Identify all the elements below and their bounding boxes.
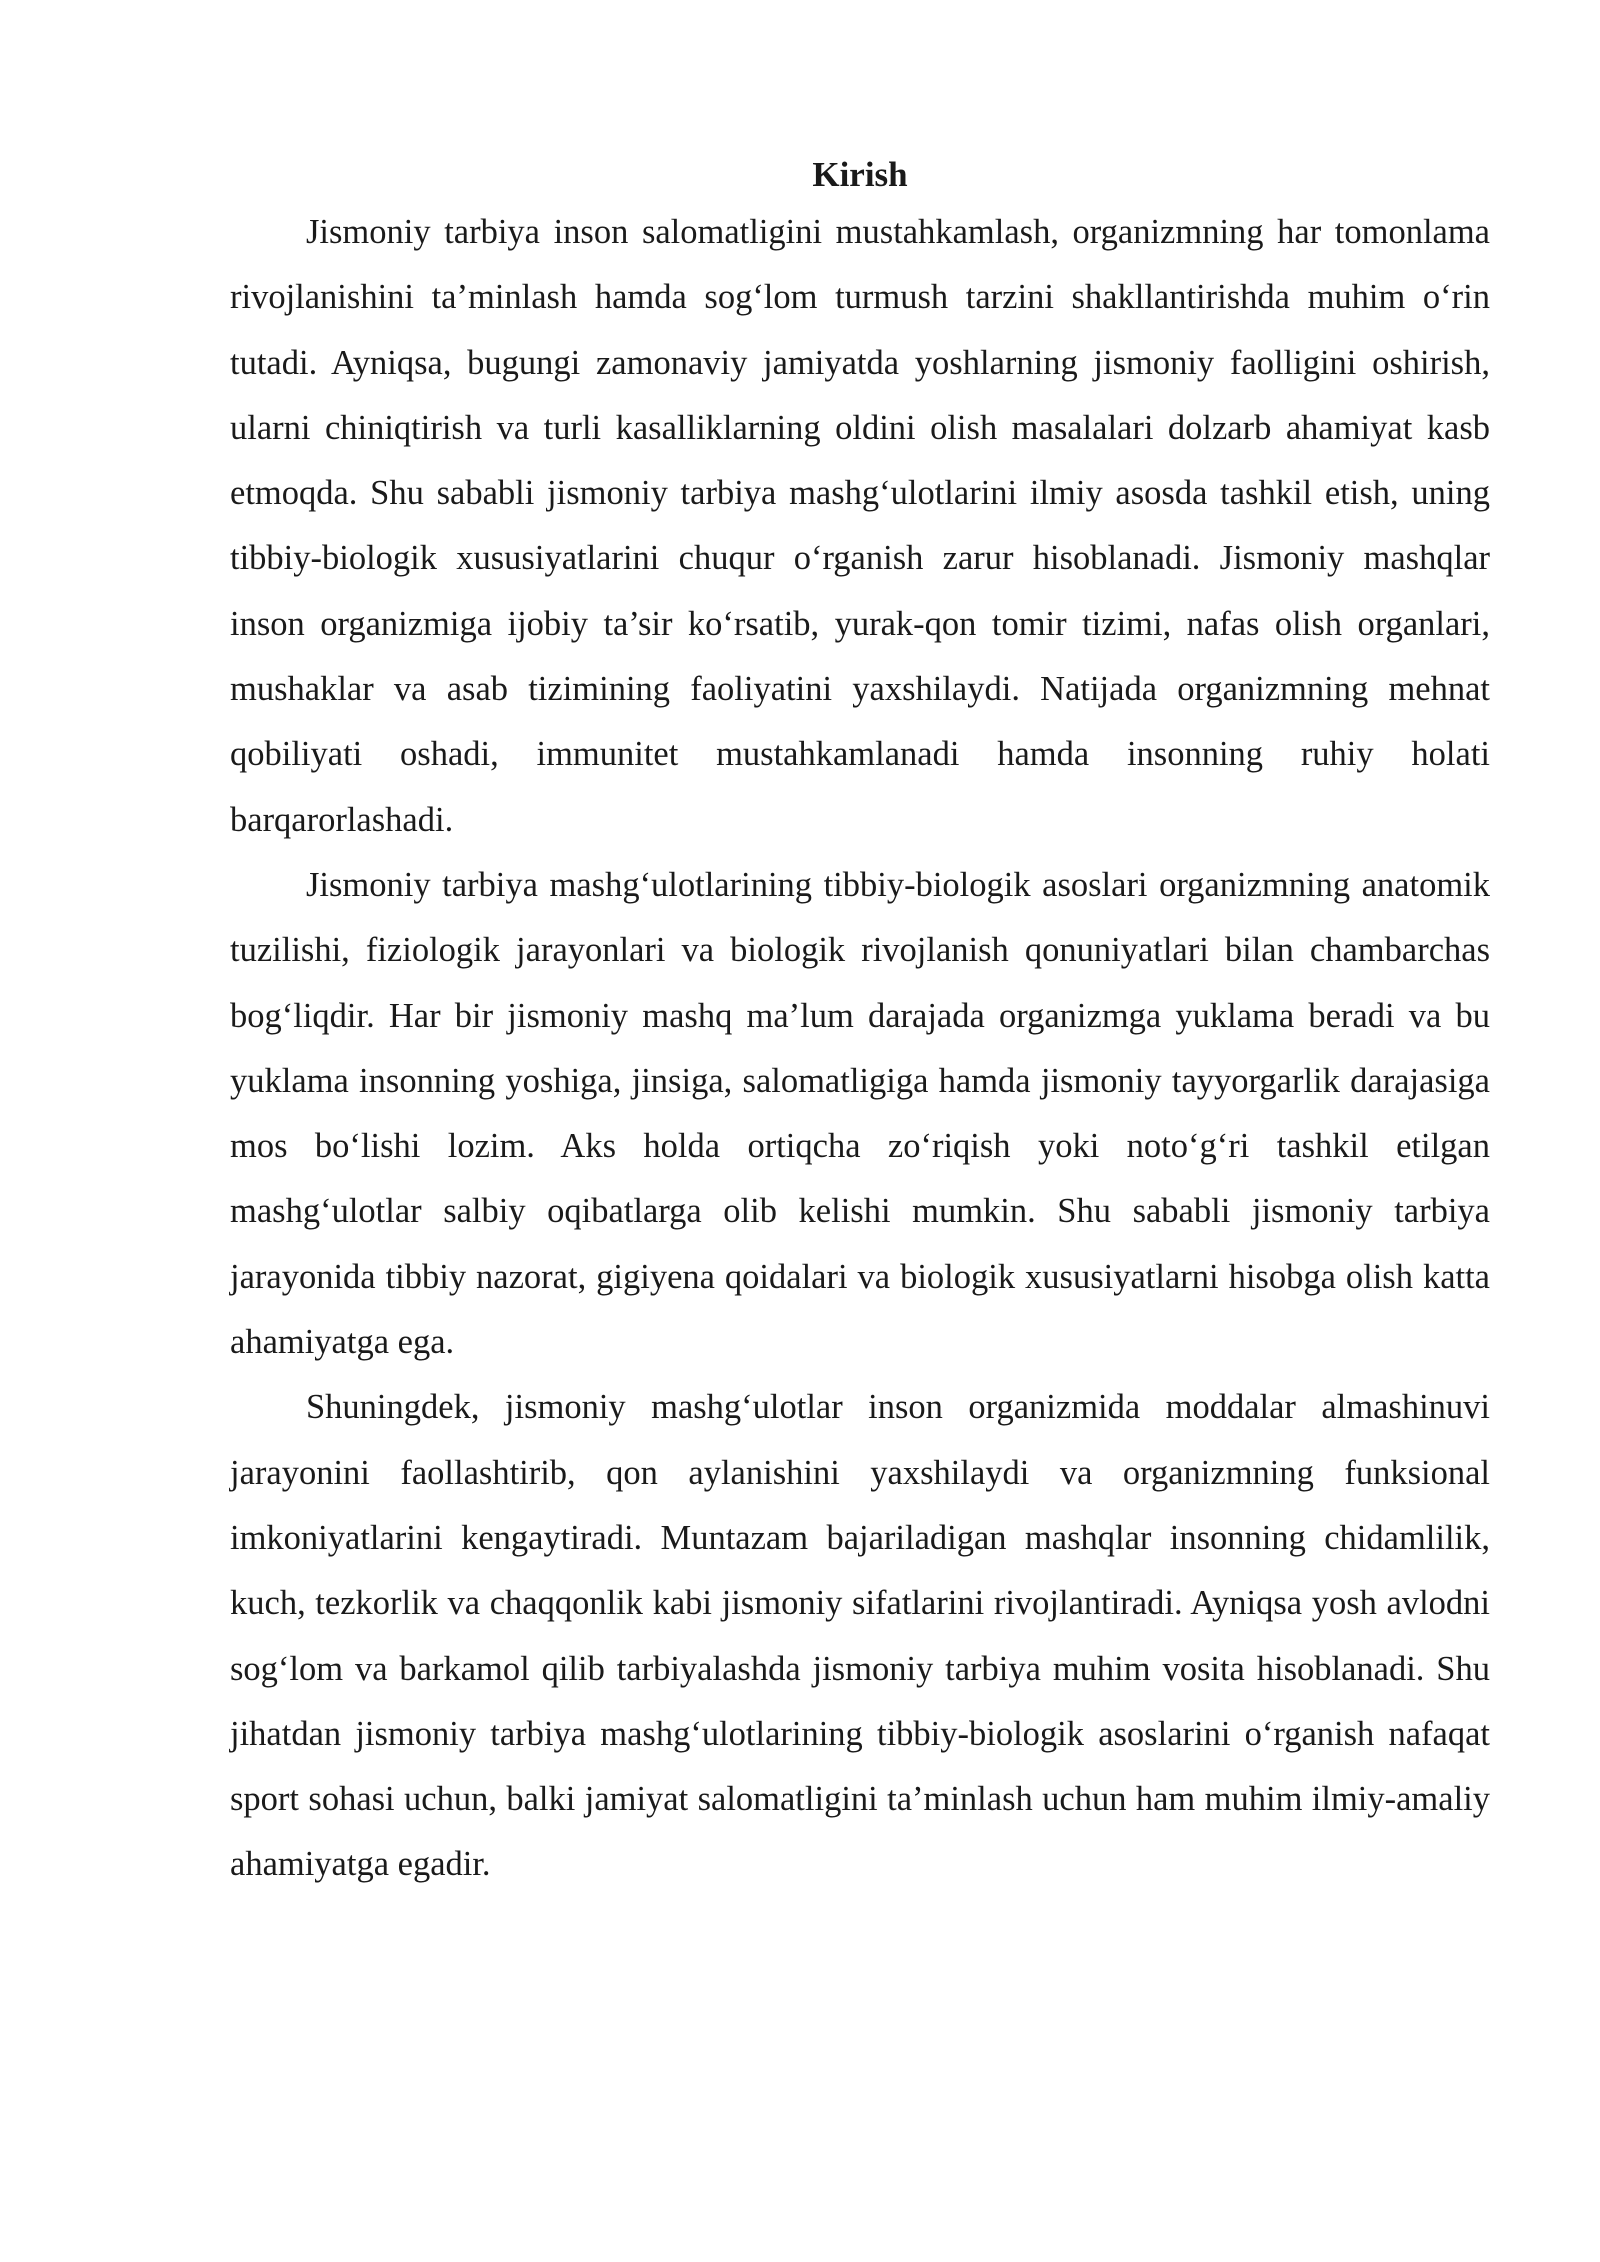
- paragraph: Jismoniy tarbiya inson salomatligini mustahkamlash, organizmning har tomonlama rivojlanishini ta’minlash hamda sog‘lom turmush tarzini shakllantirishda muhim o‘rin tutadi. Ayniqsa, bugungi zamonaviy jamiyatda yoshlarning jismoniy faolligini oshirish, ularni chiniqtirish va turli kasalliklarning oldini olish masalalari dolzarb ahamiyat kasb etmoqda. Shu sababli jismoniy tarbiya mashg‘ulotlarini ilmiy asosda tashkil etish, uning tibbiy-biologik xususiyatlarini chuqur o‘rganish zarur hisoblanadi. Jismoniy mashqlar inson organizmiga ijobiy ta’sir ko‘rsatib, yurak-qon tomir tizimi, nafas olish organlari, mushaklar va asab tizimining faoliyatini yaxshilaydi. Natijada organizmning mehnat qobiliyati oshadi, immunitet mustahkamlanadi hamda insonning ruhiy holati barqarorlashadi.: [230, 213, 1490, 839]
- document-body: [230, 150, 1490, 1898]
- paragraph: Shuningdek, jismoniy mashg‘ulotlar inson organizmida moddalar almashinuvi jarayonini faollashtirib, qon aylanishini yaxshilaydi va organizmning funksional imkoniyatlarini kengaytiradi. Muntazam bajariladigan mashqlar insonning chidamlilik, kuch, tezkorlik va chaqqonlik kabi jismoniy sifatlarini rivojlantiradi. Ayniqsa yosh avlodni sog‘lom va barkamol qilib tarbiyalashda jismoniy tarbiya muhim vosita hisoblanadi. Shu jihatdan jismoniy tarbiya mashg‘ulotlarining tibbiy-biologik asoslarini o‘rganish nafaqat sport sohasi uchun, balki jamiyat salomatligini ta’minlash uchun ham muhim ilmiy-amaliy ahamiyatga egadir.: [230, 1388, 1490, 1884]
- paragraph: Jismoniy tarbiya mashg‘ulotlarining tibbiy-biologik asoslari organizmning anatomik tuzilishi, fiziologik jarayonlari va biologik rivojlanish qonuniyatlari bilan chambarchas bog‘liqdir. Har bir jismoniy mashq ma’lum darajada organizmga yuklama beradi va bu yuklama insonning yoshiga, jinsiga, salomatligiga hamda jismoniy tayyorgarlik darajasiga mos bo‘lishi lozim. Aks holda ortiqcha zo‘riqish yoki noto‘g‘ri tashkil etilgan mashg‘ulotlar salbiy oqibatlarga olib kelishi mumkin. Shu sababli jismoniy tarbiya jarayonida tibbiy nazorat, gigiyena qoidalari va biologik xususiyatlarni hisobga olish katta ahamiyatga ega.: [230, 865, 1490, 1362]
- page-title: Kirish: [812, 155, 908, 194]
